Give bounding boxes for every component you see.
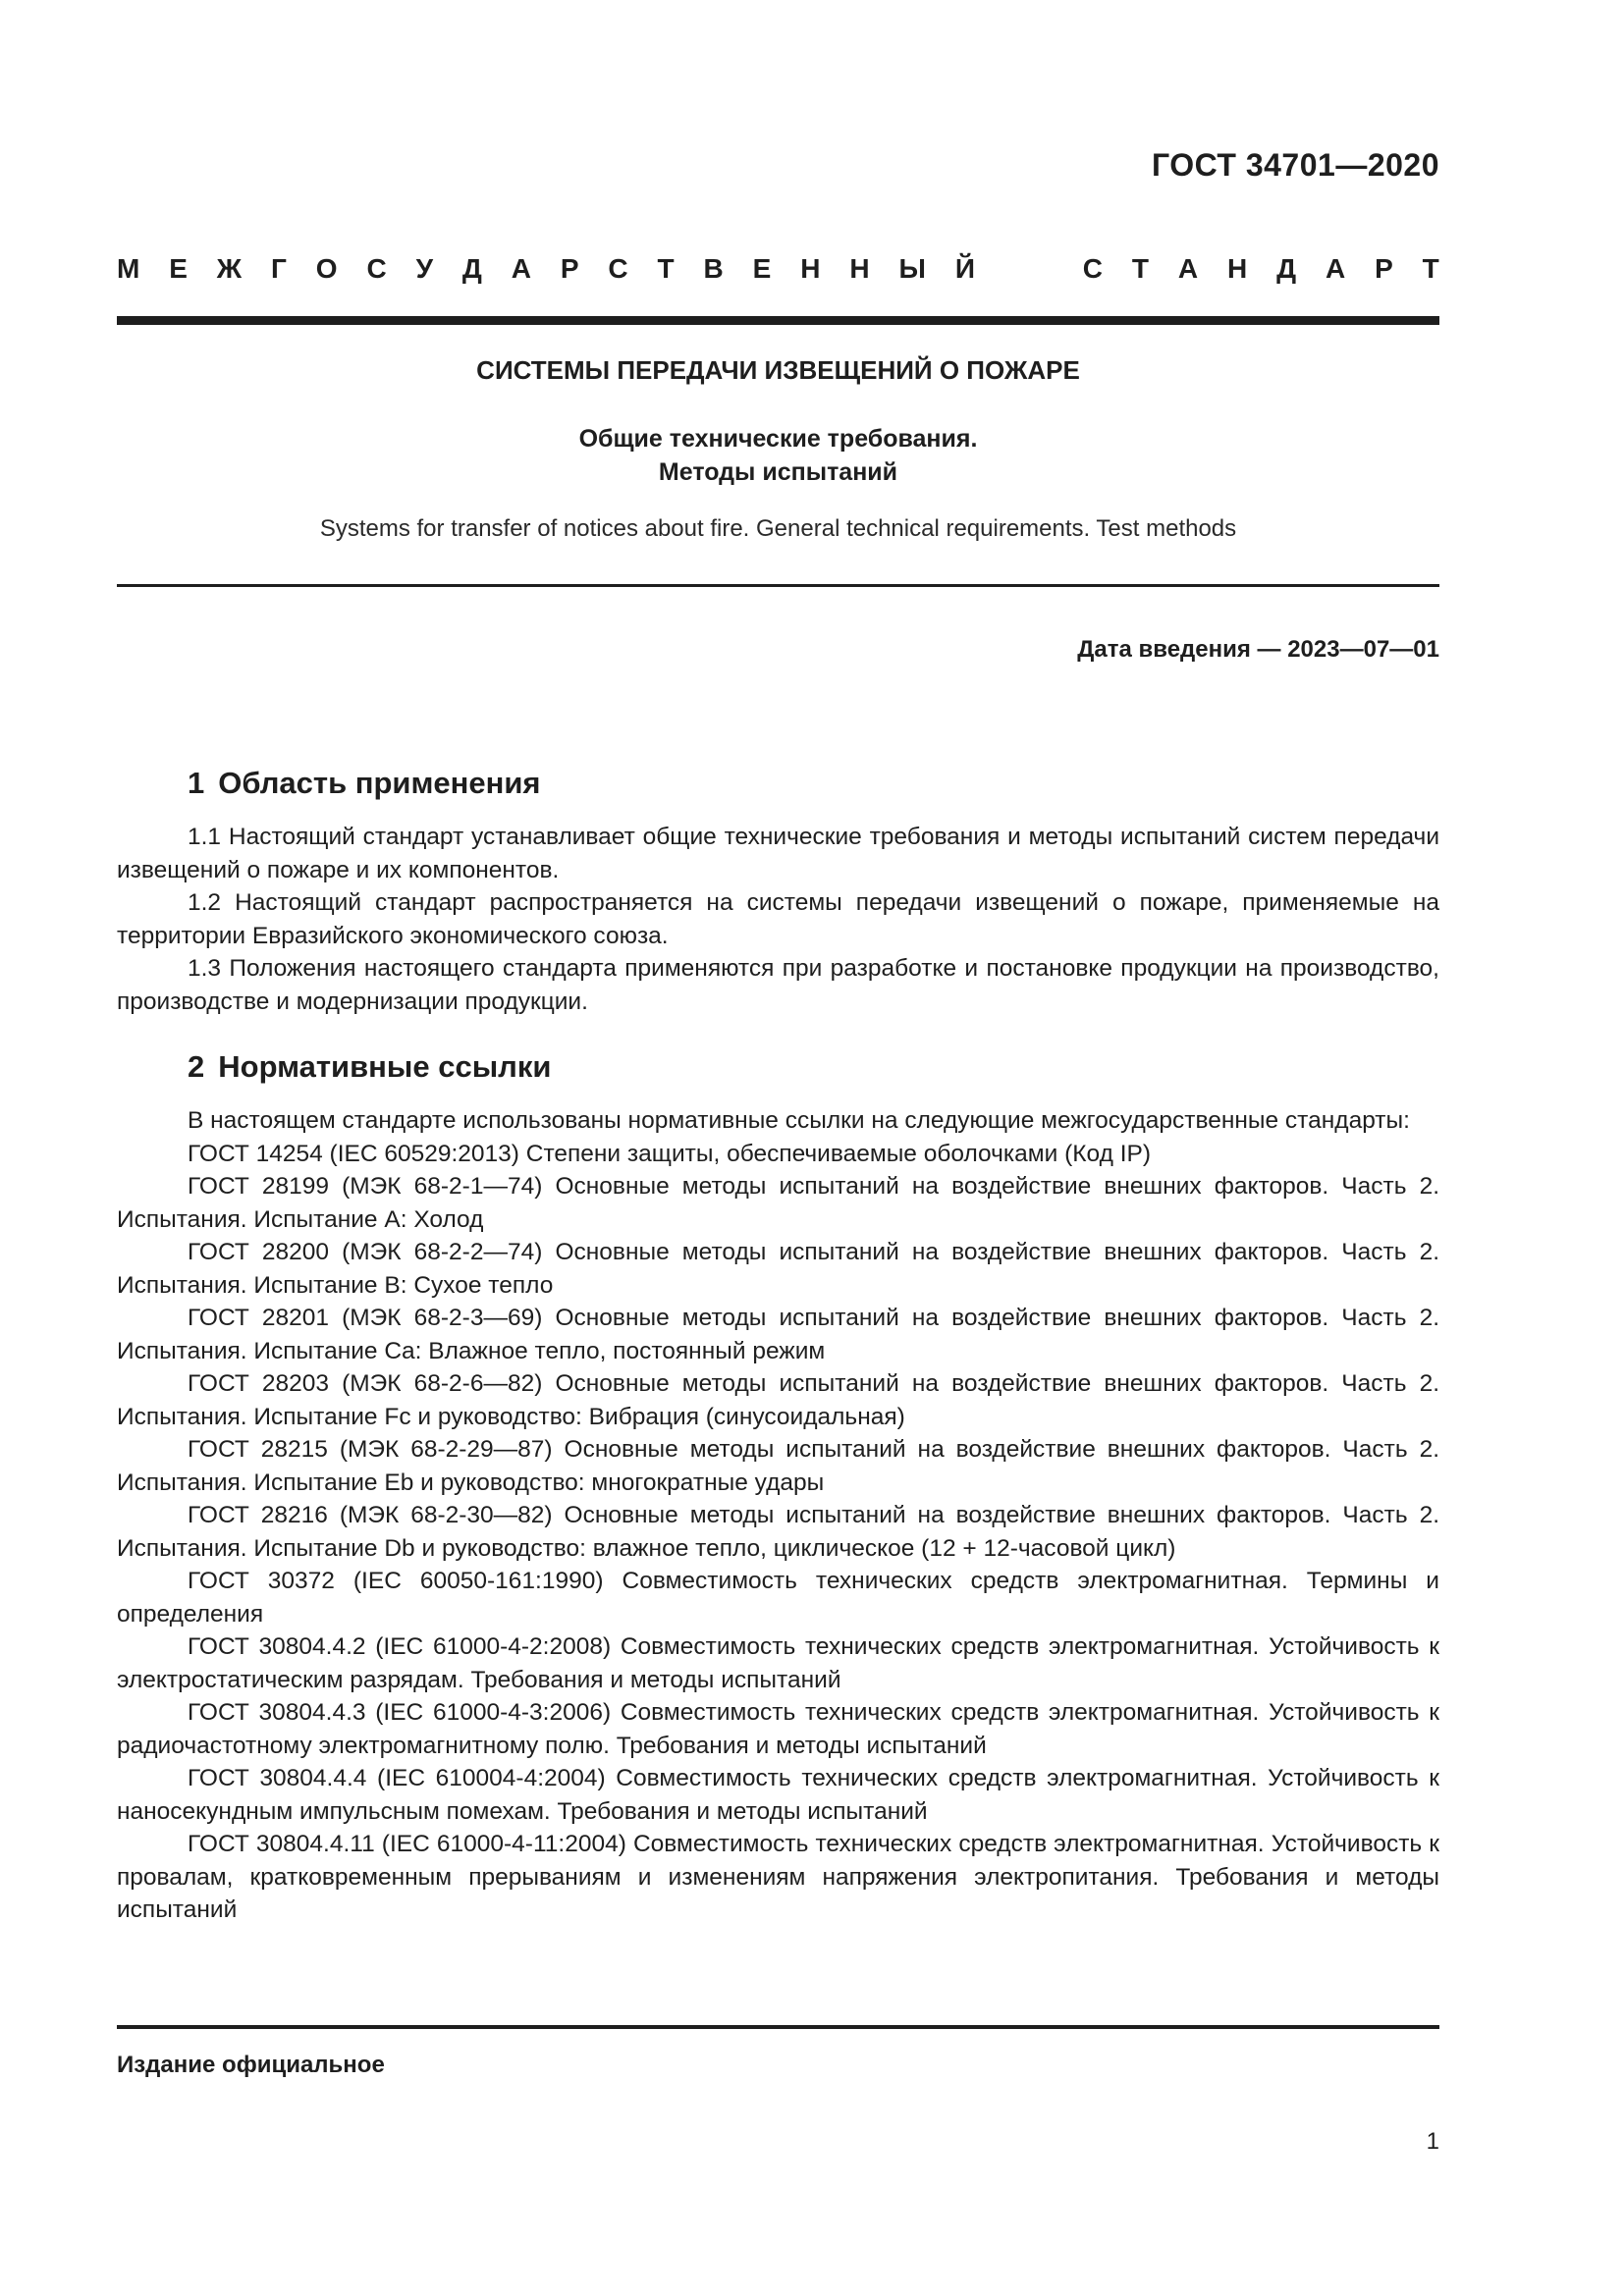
heading-letter: Й <box>954 253 975 284</box>
subtitle-line-2: Методы испытаний <box>658 458 898 486</box>
heading-letter: Т <box>1422 253 1439 284</box>
introduction-date: Дата введения — 2023—07—01 <box>1077 636 1439 663</box>
heading-letter: Ж <box>216 253 243 284</box>
subtitle-line-1: Общие технические требования. <box>578 425 978 453</box>
heading-letter: У <box>415 253 433 284</box>
heading-letter: Д <box>461 253 482 284</box>
reference-item: ГОСТ 30804.4.2 (IEC 61000-4-2:2008) Совместимость технических средств электромагнитная. Устойчивость к электростатическим разрядам. Требования и методы испытаний <box>117 1633 1439 1693</box>
reference-item: ГОСТ 30372 (IEC 60050-161:1990) Совместимость технических средств электромагнитная. Термины и определения <box>117 1568 1439 1628</box>
heading-letter: В <box>703 253 724 284</box>
reference-item: ГОСТ 30804.4.11 (IEC 61000-4-11:2004) Совместимость технических средств электромагнитная. Устойчивость к провалам, кратковременным прерываниям и изменениям напряжения электропитания. Требования и методы испытаний <box>117 1831 1439 1923</box>
heading-letter: Н <box>849 253 870 284</box>
header-rule <box>117 316 1439 325</box>
heading-letter: Н <box>800 253 821 284</box>
section-heading: Нормативные ссылки <box>218 1049 552 1084</box>
heading-letter: А <box>1325 253 1346 284</box>
heading-letter: Д <box>1276 253 1297 284</box>
heading-letter: Т <box>1131 253 1149 284</box>
reference-item: ГОСТ 28199 (МЭК 68-2-1—74) Основные методы испытаний на воздействие внешних факторов. Часть 2. Испытания. Испытание A: Холод <box>117 1173 1439 1233</box>
heading-letter: Р <box>560 253 579 284</box>
reference-item: ГОСТ 28203 (МЭК 68-2-6—82) Основные методы испытаний на воздействие внешних факторов. Часть 2. Испытания. Испытание Fc и руководство: Вибрация (синусоидальная) <box>117 1370 1439 1430</box>
reference-item: ГОСТ 28215 (МЭК 68-2-29—87) Основные методы испытаний на воздействие внешних факторов. Часть 2. Испытания. Испытание Eb и руководство: многократные удары <box>117 1436 1439 1496</box>
edition-note: Издание официальное <box>117 2052 385 2078</box>
word-gap <box>1004 253 1054 285</box>
section-2 <box>117 1047 1439 1927</box>
section-title <box>188 764 1439 803</box>
heading-letter: А <box>511 253 531 284</box>
document-title: СИСТЕМЫ ПЕРЕДАЧИ ИЗВЕЩЕНИЙ О ПОЖАРЕ <box>476 355 1080 385</box>
heading-letter: Е <box>169 253 188 284</box>
heading-letter: М <box>117 253 140 284</box>
standard-kind-heading <box>117 253 1439 285</box>
heading-letter: Г <box>271 253 287 284</box>
reference-item: ГОСТ 30804.4.4 (IEC 610004-4:2004) Совместимость технических средств электромагнитная. Устойчивость к наносекундным импульсным помехам. Требования и методы испытаний <box>117 1765 1439 1825</box>
reference-item: ГОСТ 30804.4.3 (IEC 61000-4-3:2006) Совместимость технических средств электромагнитная. Устойчивость к радиочастотному электромагнитному полю. Требования и методы испытаний <box>117 1699 1439 1759</box>
paragraph: В настоящем стандарте использованы нормативные ссылки на следующие межгосударственные стандарты: <box>188 1107 1410 1134</box>
heading-letter: Ы <box>898 253 926 284</box>
section-title <box>188 1047 1439 1087</box>
paragraph: 1.1 Настоящий стандарт устанавливает общие технические требования и методы испытаний систем передачи извещений о пожаре и их компонентов. <box>117 824 1439 883</box>
reference-item: ГОСТ 28200 (МЭК 68-2-2—74) Основные методы испытаний на воздействие внешних факторов. Часть 2. Испытания. Испытание B: Сухое тепло <box>117 1239 1439 1299</box>
page-number: 1 <box>1426 2128 1439 2155</box>
heading-letter: Р <box>1375 253 1393 284</box>
section-1 <box>117 764 1439 1018</box>
paragraph: 1.2 Настоящий стандарт распространяется на системы передачи извещений о пожаре, применяемые на территории Евразийского экономического союза. <box>117 889 1439 949</box>
heading-letter: О <box>315 253 338 284</box>
footer-rule <box>117 2025 1439 2029</box>
reference-item: ГОСТ 28201 (МЭК 68-2-3—69) Основные методы испытаний на воздействие внешних факторов. Часть 2. Испытания. Испытание Ca: Влажное тепло, постоянный режим <box>117 1305 1439 1364</box>
heading-letter: С <box>608 253 628 284</box>
heading-letter: С <box>366 253 387 284</box>
section-number: 2 <box>188 1049 205 1084</box>
english-title: Systems for transfer of notices about fire. General technical requirements. Test methods <box>319 515 1237 542</box>
paragraph: 1.3 Положения настоящего стандарта применяются при разработке и постановке продукции на производство, производстве и модернизации продукции. <box>117 955 1439 1015</box>
section-heading: Область применения <box>218 766 541 800</box>
reference-item: ГОСТ 14254 (IEC 60529:2013) Степени защиты, обеспечиваемые оболочками (Код IP) <box>188 1140 1152 1167</box>
document-designation: ГОСТ 34701—2020 <box>1151 147 1439 183</box>
document-subtitle <box>117 422 1439 489</box>
heading-letter: С <box>1082 253 1103 284</box>
reference-item: ГОСТ 28216 (МЭК 68-2-30—82) Основные методы испытаний на воздействие внешних факторов. Часть 2. Испытания. Испытание Db и руководство: влажное тепло, циклическое (12 + 12-часовой цикл) <box>117 1502 1439 1562</box>
heading-letter: Н <box>1226 253 1248 284</box>
heading-letter: Е <box>752 253 772 284</box>
heading-letter: Т <box>657 253 675 284</box>
heading-letter: А <box>1177 253 1199 284</box>
document-body <box>117 764 1439 1927</box>
title-rule <box>117 584 1439 587</box>
section-number: 1 <box>188 766 205 800</box>
